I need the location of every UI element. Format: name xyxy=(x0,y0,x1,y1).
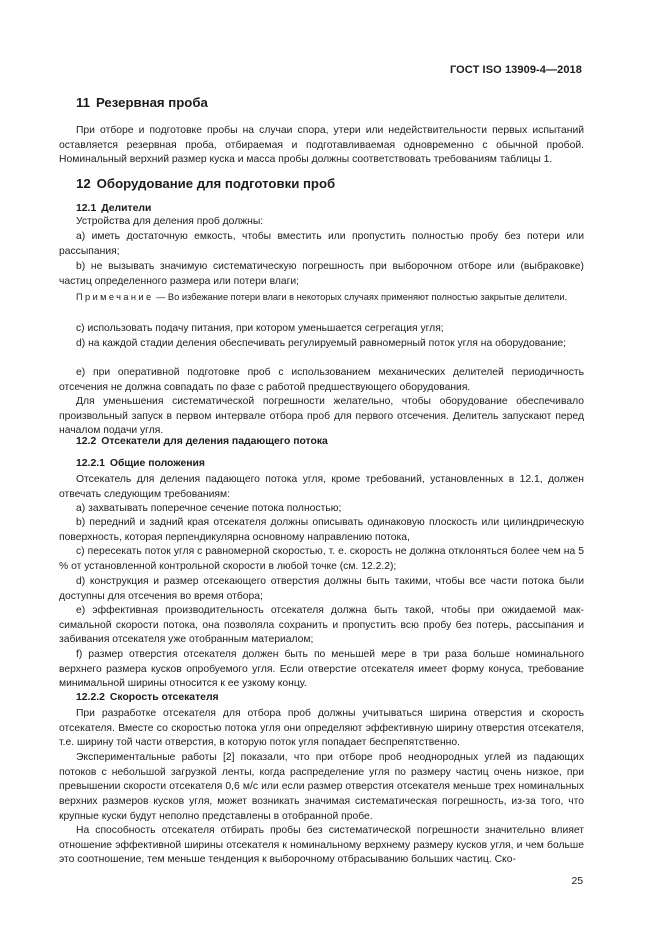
list-item-d: d) конструкция и размер отсекающего отверстия должны быть такими, чтобы все части потока были доступны для отсечения во время отбора; xyxy=(59,576,584,602)
list-item-c: c) использовать подачу питания, при котором уменьшается сегрегация угля; xyxy=(76,323,444,334)
subsection-12-2-heading xyxy=(76,436,328,447)
list-item-b: b) передний и задний края отсекателя должны описывать одинаковую плоскость или цилиндрическую поверхность, которая перпендикулярна основному направлению потока, xyxy=(59,517,584,543)
document-code: ГОСТ ISO 13909-4—2018 xyxy=(449,64,582,76)
subsection-number: 12.2 xyxy=(76,436,97,447)
section-number: 12 xyxy=(76,176,91,191)
subsection-title: Делители xyxy=(101,203,152,214)
list-item-a: a) захватывать поперечное сечение потока полностью; xyxy=(76,503,342,514)
subsection-12-2-2-heading xyxy=(76,692,219,703)
note-label: Примечание xyxy=(76,292,154,302)
paragraph-12-2-2-3: На способность отсекателя отбирать пробы без систематической погрешности значительно влияет отношение эффективной ширины отсекателя к номинальному верхнему размеру кусков угля, и чем больше это соотношение, тем меньше тенденция к выборочному отбрасыванию больших частиц. Ско- xyxy=(59,825,584,866)
subsection-number: 12.1 xyxy=(76,203,97,214)
section-11-heading xyxy=(76,95,208,110)
subsection-number: 12.2.2 xyxy=(76,692,105,703)
list-item-d: d) на каждой стадии деления обеспечивать регулируемый равномерный поток угля на оборудование; xyxy=(76,338,567,349)
section-title: Резервная проба xyxy=(95,95,208,110)
paragraph-12-2-2-2: Экспериментальные работы [2] показали, что при отборе проб неоднородных углей из падающих потоков с небольшой загрузкой ленты, когда распределение угля по размеру частиц очень низкое, при превышении скорости отсекателя 0,6 м/с или если размер отверстия отсекателя меньше трех номинальных верхних размеров кусков угля, может возникать значимая систематическая погрешность, из-за того, что крупные куски будут неполно представлены в отобранной пробе. xyxy=(59,752,584,822)
list-item-f: f) размер отверстия отсекателя должен быть по меньшей мере в три раза больше номинального верхнего размера кусков опробуемого угля. Если отверстие отсекателя имеет форму конуса, требование минимальной ширины относится к ее узкому концу. xyxy=(59,649,584,690)
paragraph-12-1-last: Для уменьшения систематической погрешности желательно, чтобы оборудование обеспечивало произвольный запуск в первом интервале отбора проб для первого отсечения. Делитель запускают перед началом подачи угля. xyxy=(59,396,584,437)
note-text: — Во избежание потери влаги в некоторых случаях применяют полностью закрытые делители. xyxy=(153,292,568,302)
section-title: Оборудование для подготовки проб xyxy=(96,176,336,191)
page-number: 25 xyxy=(571,876,583,887)
paragraph-12-2-2-1: При разработке отсекателя для отбора проб должны учитываться ширина отверстия и скорость отсекателя. Вместе со скоростью потока угля они определяют эффективную ширину отверстия отсекателя, т.е. ширину той части отверстия, в которую поток угля попадает беспрепятственно. xyxy=(59,708,584,749)
section-11-paragraph: При отборе и подготовке пробы на случаи спора, утери или недействительности первых испытаний оставляется резервная проба, отбираемая и подготавливаемая одновременно с обычной пробой. Номинальный верхний размер куска и масса пробы должны соответствовать требованиям таблицы 1. xyxy=(59,125,584,166)
subsection-title: Отсекатели для деления падающего потока xyxy=(101,436,328,447)
section-12-heading xyxy=(76,176,335,191)
subsection-title: Общие положения xyxy=(109,458,205,469)
subsection-number: 12.2.1 xyxy=(76,458,105,469)
list-item-b: b) не вызывать значимую систематическую погрешность при выборочном отборе или (выбраковке) частиц определенного размера или потери влаги; xyxy=(59,261,584,287)
subsection-12-1-heading xyxy=(76,203,151,214)
subsection-12-2-1-heading xyxy=(76,458,205,469)
paragraph-12-2-1-intro: Отсекатель для деления падающего потока угля, кроме требований, установленных в 12.1, должен отвечать следующим требованиям: xyxy=(59,474,584,500)
list-item-a: a) иметь достаточную емкость, чтобы вместить или пропустить полностью пробу без потери или рассыпания; xyxy=(59,231,584,257)
list-item-c: c) пересекать поток угля с равномерной скоростью, т. е. скорость не должна отклоняться более чем на 5 % от установленной контрольной скорости в любой точке (см. 12.2.2); xyxy=(59,546,584,572)
note-paragraph xyxy=(59,290,584,305)
paragraph-12-1-intro: Устройства для деления проб должны: xyxy=(76,216,264,227)
list-item-e: e) при оперативной подготовке проб с использованием механических делителей периодичность отсечения не должна совпадать по фазе с работой предшествующего оборудования. xyxy=(59,367,584,393)
section-number: 11 xyxy=(76,95,90,110)
list-item-e: e) эффективная производительность отсекателя должна быть такой, чтобы при ожидаемой максимальной скорости потока, она позволяла сохранить и пропустить всю пробу без потерь, рассыпания и забивания отсекателя уже отобранным материалом; xyxy=(59,605,584,646)
subsection-title: Скорость отсекателя xyxy=(109,692,219,703)
